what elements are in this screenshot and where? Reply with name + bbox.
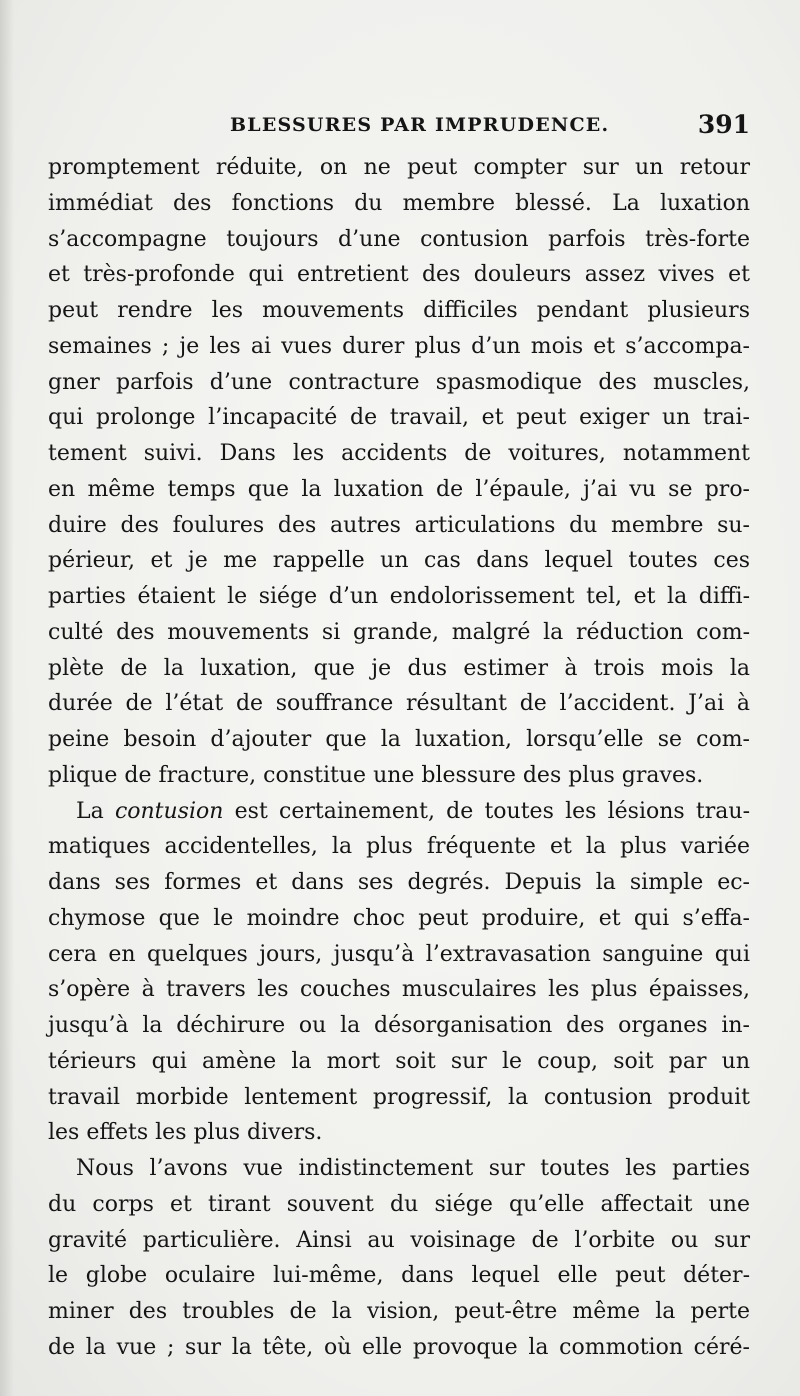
text-line: semaines ; je les ai vues durer plus d’un mois et s’accompa- (48, 333, 750, 359)
text-line: matiques accidentelles, la plus fréquente et la plus variée (48, 834, 750, 860)
text-line: durée de l’état de souffrance résultant de l’accident. J’ai à (48, 691, 750, 717)
text-line: tement suivi. Dans les accidents de voitures, notamment (48, 441, 750, 466)
text-line: de la vue ; sur la tête, où elle provoque la commotion céré- (48, 1334, 750, 1360)
text-fragment: est certainement, de toutes les lésions trau- (223, 798, 750, 824)
page-gutter-shadow (0, 0, 14, 1396)
text-line: gner parfois d’une contracture spasmodique des muscles, (48, 369, 750, 395)
text-line: promptement réduite, on ne peut compter sur un retour (48, 155, 750, 180)
text-line: immédiat des fonctions du membre blessé. La luxation (48, 190, 750, 216)
text-line: jusqu’à la déchirure ou la désorganisation des organes in- (48, 1013, 750, 1038)
text-fragment: La (76, 798, 115, 824)
text-line: plique de fracture, constitue une blessure des plus graves. (48, 762, 704, 788)
page-number: 391 (697, 110, 750, 139)
text-line: s’opère à travers les couches musculaires les plus épaisses, (48, 977, 750, 1003)
italic-term: contusion (114, 798, 224, 824)
text-line: qui prolonge l’incapacité de travail, et peut exiger un trai- (48, 405, 750, 431)
text-line: plète de la luxation, que je dus estimer à trois mois la (48, 655, 750, 681)
text-line: en même temps que la luxation de l’épaule, j’ai vu se pro- (48, 476, 750, 502)
text-line: cera en quelques jours, jusqu’à l’extravasation sanguine qui (48, 941, 750, 967)
text-line: chymose que le moindre choc peut produire, et qui s’effa- (48, 905, 750, 931)
text-line: parties étaient le siége d’un endolorissement tel, et la diffi- (48, 584, 750, 609)
paragraph-first-line (48, 794, 750, 830)
running-title: BLESSURES PAR IMPRUDENCE. (230, 114, 610, 136)
text-line: travail morbide lentement progressif, la contusion produit (48, 1084, 750, 1110)
text-line: miner des troubles de la vision, peut-être même la perte (48, 1299, 750, 1324)
text-line: les effets les plus divers. (48, 1120, 323, 1146)
text-line: duire des foulures des autres articulations du membre su- (48, 512, 750, 538)
text-line: térieurs qui amène la mort soit sur le coup, soit par un (48, 1048, 750, 1074)
paragraph-first-line: Nous l’avons vue indistinctement sur toutes les parties (76, 1156, 750, 1181)
text-line: peut rendre les mouvements difficiles pendant plusieurs (48, 298, 750, 323)
text-line: peine besoin d’ajouter que la luxation, lorsqu’elle se com- (48, 727, 750, 752)
text-line: s’accompagne toujours d’une contusion parfois très-forte (48, 226, 750, 252)
text-line: périeur, et je me rappelle un cas dans lequel toutes ces (48, 548, 750, 574)
text-line: gravité particulière. Ainsi au voisinage de l’orbite ou sur (48, 1227, 750, 1253)
text-line: dans ses formes et dans ses degrés. Depuis la simple ec- (48, 870, 750, 895)
text-line: et très-profonde qui entretient des douleurs assez vives et (48, 262, 750, 288)
page-header (48, 110, 750, 146)
text-line: le globe oculaire lui-même, dans lequel elle peut déter- (48, 1263, 750, 1289)
text-line: culté des mouvements si grande, malgré la réduction com- (48, 619, 750, 645)
text-line: du corps et tirant souvent du siége qu’elle affectait une (48, 1191, 750, 1217)
body-text (48, 150, 750, 1366)
